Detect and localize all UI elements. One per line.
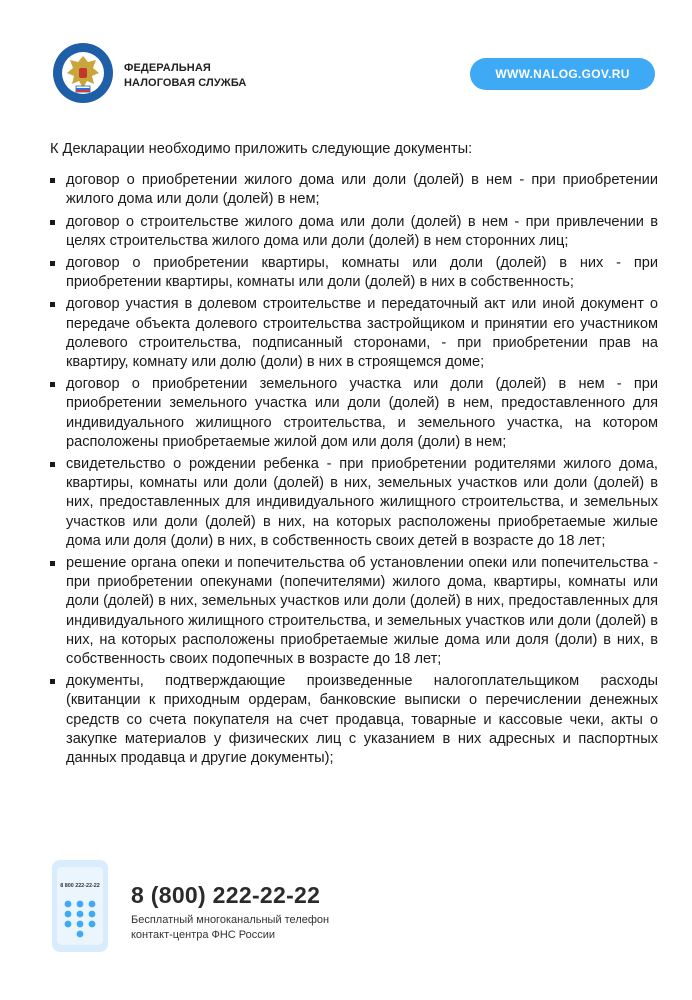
list-item: [50, 672, 658, 768]
hotline-description-line1: Бесплатный многоканальный телефон: [131, 914, 330, 926]
list-item-text: документы, подтверждающие произведенные налогоплательщиком расходы (квитанции к приходным ордерам, банковские выписки о перечислении денежных средств со счета покупателя на счет продавца, товарные и кассовые чеки, акты о закупке материалов у физических лиц с указанием в них адресных и паспортных данных продавца и другие документы);: [66, 673, 658, 767]
hotline-description: [131, 913, 329, 943]
list-item: [50, 375, 658, 452]
bullet-icon: [50, 261, 55, 266]
list-item: [50, 295, 658, 372]
bullet-icon: [50, 178, 55, 183]
list-item-text: договор о приобретении квартиры, комнаты или доли (долей) в них - при приобретении квартиры, комнаты или доли (долей) в них в собственность;: [66, 255, 658, 291]
org-name-line1: ФЕДЕРАЛЬНАЯ: [124, 62, 211, 74]
phone-screen-number: 8 800 222-22-22: [60, 883, 100, 889]
hotline-description-line2: контакт-центра ФНС России: [131, 929, 276, 941]
bullet-icon: [50, 561, 55, 566]
list-item-text: договор о приобретении жилого дома или доли (долей) в нем - при приобретении жилого дома или доли (долей) в нем;: [66, 172, 658, 208]
website-link[interactable]: WWW.NALOG.GOV.RU: [470, 58, 655, 90]
hotline-phone-number[interactable]: 8 (800) 222-22-22: [131, 882, 321, 908]
list-item-text: договор участия в долевом строительстве и передаточный акт или иной документ о передаче объекта долевого строительства застройщиком и принятии его участником долевого строительства, подписанный сторонами, - при приобретении прав на квартиру, комнату или долю (доли) в них в строящемся доме;: [66, 296, 658, 371]
document-list: [50, 171, 658, 768]
list-item-text: договор о приобретении земельного участка или доли (долей) в нем - при приобретении земельного участка или доли (долей) в нем, предоставленного для индивидуального жилищного строительства, и земельного участка, на котором расположены приобретаемые жилой дом или доля (доли) в нем;: [66, 376, 658, 450]
bullet-icon: [50, 220, 55, 225]
list-item: [50, 213, 658, 251]
list-item: [50, 171, 658, 209]
intro-text: К Декларации необходимо приложить следующие документы:: [50, 141, 473, 157]
page-header: [0, 0, 692, 110]
list-item: [50, 554, 658, 669]
list-item-text: решение органа опеки и попечительства об установлении опеки или попечительства - при приобретении опекунами (попечителями) жилого дома, квартиры, комнаты или доли (долей) в них, земельных участков или доли (долей) в них, предоставленных для индивидуального жилищного строительства, и земельных участков или доли (долей) в них, на которых расположены приобретаемые жилые дома или доля (доли) в них, в собственность своих подопечных в возрасте до 18 лет;: [66, 555, 658, 668]
fns-emblem-icon: [52, 42, 114, 104]
bullet-icon: [50, 679, 55, 684]
list-item-text: свидетельство о рождении ребенка - при приобретении родителями жилого дома, квартиры, комнаты или доли (долей) в них, земельных участков или доли (долей) в них, предоставленных для индивидуального жилищного строительства, и земельных участков или доли (долей) в них, на которых расположены приобретаемые жилые дома или доля (доли) в них, в собственность своих детей в возрасте до 18 лет;: [66, 456, 658, 549]
bullet-icon: [50, 302, 55, 307]
list-item-text: договор о строительстве жилого дома или доли (долей) в нем - при привлечении в целях строительства жилого дома или доли (долей) в нем сторонних лиц;: [66, 213, 658, 249]
list-item: [50, 254, 658, 292]
page-footer: [0, 860, 692, 1000]
org-name: [124, 61, 246, 91]
phone-keypad-icon: [52, 860, 108, 952]
document-body: [50, 140, 658, 771]
org-name-line2: НАЛОГОВАЯ СЛУЖБА: [124, 77, 247, 89]
bullet-icon: [50, 382, 55, 387]
list-item: [50, 455, 658, 551]
bullet-icon: [50, 462, 55, 467]
